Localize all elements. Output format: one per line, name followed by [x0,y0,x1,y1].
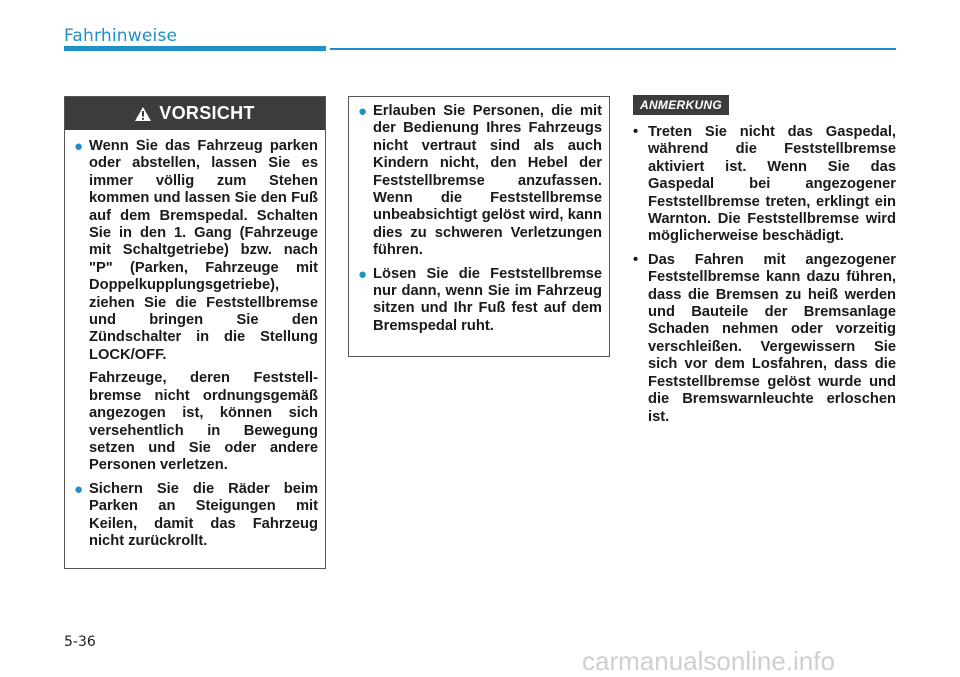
caution-item-text: Erlauben Sie Personen, die mit der Bedienung Ihres Fahrzeugs nicht vertraut sind als auch Kindern nicht, den Hebel der Feststellbremse anzufassen. Wenn die Feststellbremse unbeabsichtigt gelöst wird, kann dies zu schweren Verletzungen führen. [373,103,602,259]
bullet-dot-icon: ● [358,103,368,120]
caution-item [358,265,602,336]
note-item-text: Das Fahren mit angezogener Feststellbremse kann dazu führen, dass die Bremsen zu heiß werden und Bauteile der Bremsanlage Schaden nehmen oder vorzeitig verschleißen. Vergewissern Sie sich vor dem Losfahren, dass die Feststellbremse gelöst wurde und die Bremswarnleuchte erloschen ist. [648,251,896,425]
bullet-dot-icon: ● [74,480,84,498]
caution-box [64,96,326,569]
caution-item-text: Wenn Sie das Fahrzeug parken oder abstellen, lassen Sie es immer völlig zum Stehen kommen und lassen Sie den Fuß auf dem Bremspedal. Schalten Sie in den 1. Gang (Fahrzeuge mit Schaltgetriebe) bzw. nach "P" (Parken, Fahrzeuge mit Doppelkupplungsgetriebe), ziehen Sie die Feststellbremse und bringen Sie den Zündschalter in die Stellung LOCK/OFF. [89,138,318,363]
note-item [633,252,896,426]
caution-item-continuation: Fahrzeuge, deren Feststellbremse nicht ordnungsgemäß angezogen ist, können sich versehentlich in Bewegung setzen und Sie oder andere Personen verletzen. [89,370,318,474]
note-body [633,124,896,432]
bullet-dot-icon: ● [74,138,84,155]
caution-title: VORSICHT [159,103,255,123]
note-item-text: Treten Sie nicht das Gaspedal, während die Feststellbremse aktiviert ist. Wenn Sie das Gaspedal bei angezogener Feststellbremse treten, erklingt ein Warnton. Die Feststellbremse wird möglicherweise beschädigt. [648,124,896,245]
warning-triangle-icon [135,107,151,121]
note-badge: ANMERKUNG [633,95,729,115]
watermark: carmanualsonline.info [582,646,835,676]
caution-item-text: Lösen Sie die Feststellbremse nur dann, wenn Sie im Fahrzeug sitzen und Ihr Fuß fest auf dem Bremspedal ruht. [373,265,602,334]
note-item [633,124,896,246]
caution-item [358,103,602,260]
header-rule-thick [64,46,326,51]
bullet-icon: • [633,124,639,140]
caution-item [74,480,318,551]
section-title: Fahrhinweise [64,26,178,46]
page-number: 5-36 [64,634,96,650]
bullet-dot-icon: ● [358,265,368,283]
caution-box-continued [348,96,610,357]
caution-header [65,97,325,130]
bullet-icon: • [633,251,639,268]
caution-item [74,138,318,364]
header-rule-thin [330,48,896,50]
caution-item-text: Sichern Sie die Räder beim Parken an Steigungen mit Keilen, damit das Fahrzeug nicht zurückrollt. [89,480,318,549]
